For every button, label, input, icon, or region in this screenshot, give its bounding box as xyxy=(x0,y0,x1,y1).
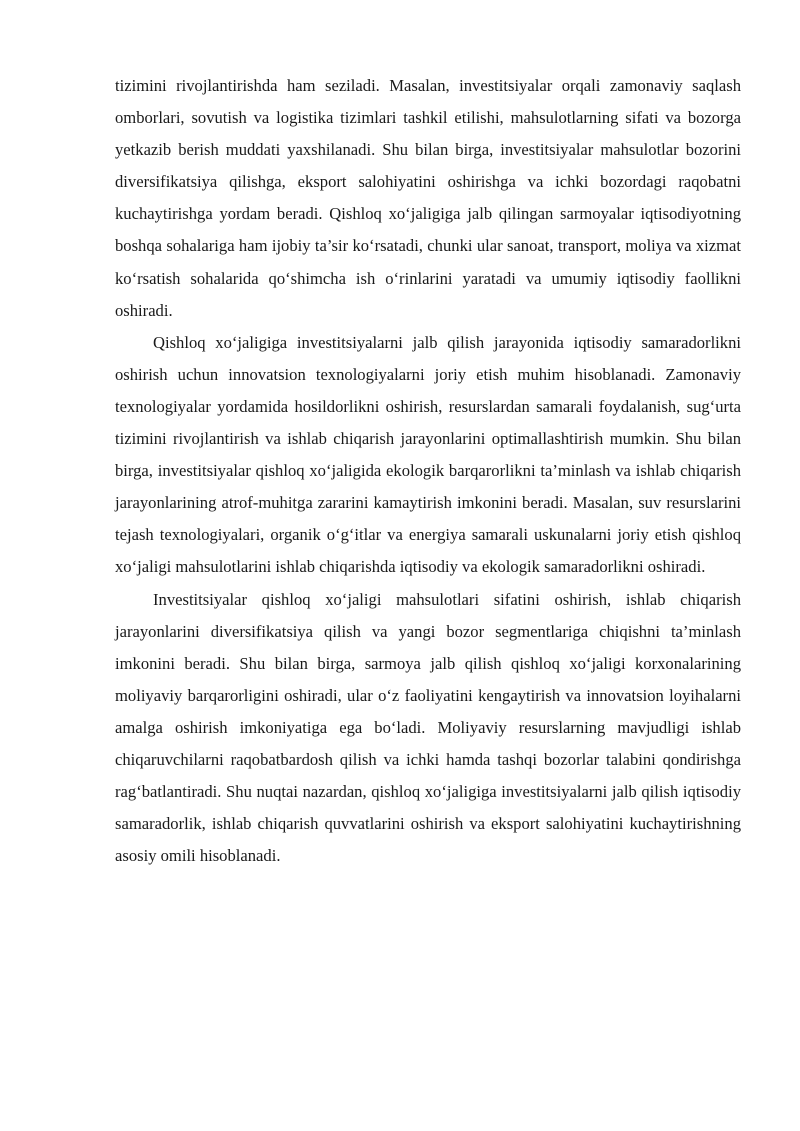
paragraph-continuation: tizimini rivojlantirishda ham seziladi. Masalan, investitsiyalar orqali zamonaviy saqlash omborlari, sovutish va logistika tizimlari tashkil etilishi, mahsulotlarning sifati va bozorga yetkazib berish muddati yaxshilanadi. Shu bilan birga, investitsiyalar mahsulotlar bozorini diversifikatsiya qilishga, eksport salohiyatini oshirishga va ichki bozordagi raqobatni kuchaytirishga yordam beradi. Qishloq xo‘jaligiga jalb qilingan sarmoyalar iqtisodiyotning boshqa sohalariga ham ijobiy ta’sir ko‘rsatadi, chunki ular sanoat, transport, moliya va xizmat ko‘rsatish sohalarida qo‘shimcha ish o‘rinlarini yaratadi va umumiy iqtisodiy faollikni oshiradi. xyxy=(115,76,741,320)
paragraph-innovation: Qishloq xo‘jaligiga investitsiyalarni jalb qilish jarayonida iqtisodiy samaradorlikni oshirish uchun innovatsion texnologiyalarni joriy etish muhim hisoblanadi. Zamonaviy texnologiyalar yordamida hosildorlikni oshirish, resurslardan samarali foydalanish, sug‘urta tizimini rivojlantirish va ishlab chiqarish jarayonlarini optimallashtirish mumkin. Shu bilan birga, investitsiyalar qishloq xo‘jaligida ekologik barqarorlikni ta’minlash va ishlab chiqarish jarayonlarining atrof-muhitga zararini kamaytirish imkonini beradi. Masalan, suv resurslarini tejash texnologiyalari, organik o‘g‘itlar va energiya samarali uskunalarni joriy etish qishloq xo‘jaligi mahsulotlarini ishlab chiqarishda iqtisodiy va ekologik samaradorlikni oshiradi. xyxy=(115,332,741,577)
document-page xyxy=(115,70,741,872)
paragraph-investment-quality: Investitsiyalar qishloq xo‘jaligi mahsulotlari sifatini oshirish, ishlab chiqarish jarayonlarini diversifikatsiya qilish va yangi bozor segmentlariga chiqishni ta’minlash imkonini beradi. Shu bilan birga, sarmoya jalb qilish qishloq xo‘jaligi korxonalarining moliyaviy barqarorligini oshiradi, ular o‘z faoliyatini kengaytirish va innovatsion loyihalarni amalga oshirish imkoniyatiga ega bo‘ladi. Moliyaviy resurslarning mavjudligi ishlab chiqaruvchilarni raqobatbardosh qilish va ichki hamda tashqi bozorlar talabini qondirishga rag‘batlantiradi. Shu nuqtai nazardan, qishloq xo‘jaligiga investitsiyalarni jalb qilish iqtisodiy samaradorlik, ishlab chiqarish quvvatlarini oshirish va eksport salohiyatini kuchaytirishning asosiy omili hisoblanadi. xyxy=(115,589,741,866)
